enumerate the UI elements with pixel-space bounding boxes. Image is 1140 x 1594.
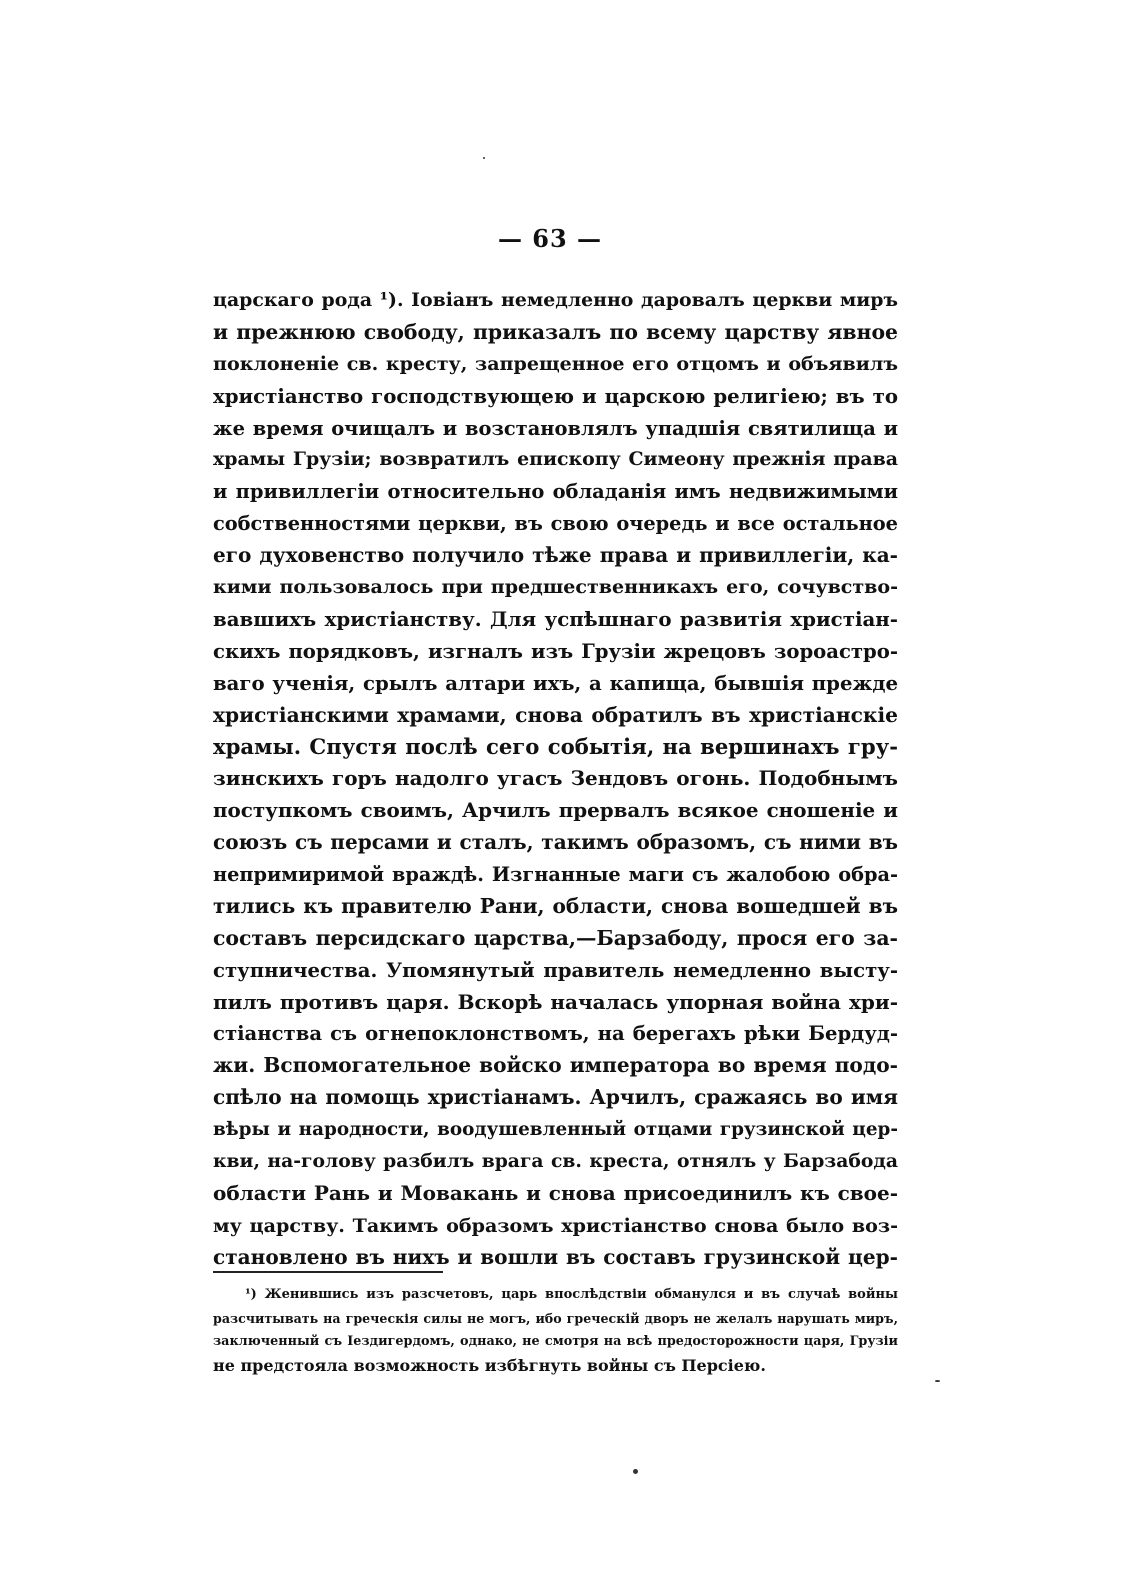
text-line: его духовенство получило тѣже права и привиллегіи, ка- — [213, 543, 898, 568]
footnote-line: не предстояла возможность избѣгнуть войны съ Персіею. — [213, 1355, 766, 1375]
text-line: вѣры и народности, воодушевленный отцами грузинской цер- — [213, 1119, 898, 1141]
text-line: храмы. Спустя послѣ сего событія, на вершинахъ гру- — [213, 734, 898, 760]
footnotes — [213, 1283, 898, 1377]
text-line: поступкомъ своимъ, Арчилъ прервалъ всякое сношеніе и — [213, 798, 898, 823]
scan-speck — [935, 1380, 940, 1382]
footnote-line: заключенный съ Іездигердомъ, однако, не смотря на всѣ предосторожности царя, Грузіи — [213, 1334, 898, 1349]
scan-speck — [483, 157, 485, 159]
text-line: жи. Вспомогательное войско императора во время подо- — [213, 1053, 898, 1078]
text-line: кими пользовалось при предшественникахъ его, сочувство- — [213, 576, 898, 599]
text-line: ступничества. Упомянутый правитель немедленно высту- — [213, 958, 898, 982]
text-line: союзъ съ персами и сталъ, такимъ образомъ, съ ними въ — [213, 830, 898, 855]
text-line: области Рань и Мовакань и снова присоединилъ къ свое- — [213, 1180, 898, 1205]
text-line: спѣло на помощь христіанамъ. Арчилъ, сражаясь во имя — [213, 1085, 898, 1110]
text-line: кви, на-голову разбилъ врага св. креста, отнялъ у Барзабода — [213, 1150, 898, 1173]
text-line: зинскихъ горъ надолго угасъ Зендовъ огонь. Подобнымъ — [213, 766, 898, 791]
scan-speck — [633, 1469, 638, 1474]
text-line: ваго ученія, срылъ алтари ихъ, а капища, бывшія прежде — [213, 671, 898, 695]
text-line: царскаго рода ¹). Іовіанъ немедленно даровалъ церкви миръ — [213, 289, 898, 311]
text-line: становлено въ нихъ и вошли въ составъ грузинской цер- — [213, 1244, 898, 1269]
text-line: поклоненіе св. кресту, запрещенное его отцомъ и объявилъ — [213, 352, 898, 375]
text-line: и привиллегіи относительно обладанія имъ недвижимыми — [213, 480, 898, 504]
footnote-divider — [213, 1271, 443, 1273]
text-line: му царству. Такимъ образомъ христіанство снова было воз- — [213, 1213, 898, 1237]
page-number: — 63 — — [497, 224, 603, 253]
text-line: храмы Грузіи; возвратилъ епископу Симеону прежнія права — [213, 448, 898, 471]
footnote-line: разсчитывать на греческія силы не могъ, ибо греческій дворъ не желалъ нарушать миръ, — [213, 1310, 898, 1326]
text-line: и прежнюю свободу, приказалъ по всему царству явное — [213, 319, 898, 344]
text-line: пилъ противъ царя. Вскорѣ началась упорная война хри- — [213, 989, 898, 1014]
text-line: же время очищалъ и возстановлялъ упадшія святилища и — [213, 416, 898, 440]
text-line: собственностями церкви, въ свою очередь и все остальное — [213, 512, 898, 536]
text-line: скихъ порядковъ, изгналъ изъ Грузіи жрецовъ зороастро- — [213, 639, 898, 663]
text-line: христіанскими храмами, снова обратилъ въ христіанскіе — [213, 702, 898, 727]
text-line: стіанства съ огнепоклонствомъ, на берегахъ рѣки Бердуд- — [213, 1022, 898, 1046]
text-line: непримиримой враждѣ. Изгнанные маги съ жалобою обра- — [213, 863, 898, 887]
main-text — [213, 285, 898, 1274]
text-line: вавшихъ христіанству. Для успѣшнаго развитія христіан- — [213, 606, 898, 631]
text-line: тились къ правителю Рани, области, снова вошедшей въ — [213, 893, 898, 918]
text-line: составъ персидскаго царства,—Барзабоду, прося его за- — [213, 925, 898, 950]
footnote-line: ¹) Женившись изъ разсчетовъ, царь впослѣдствіи обманулся и въ случаѣ войны — [245, 1287, 898, 1302]
text-line: христіанство господствующею и царскою религіею; въ то — [213, 383, 898, 408]
